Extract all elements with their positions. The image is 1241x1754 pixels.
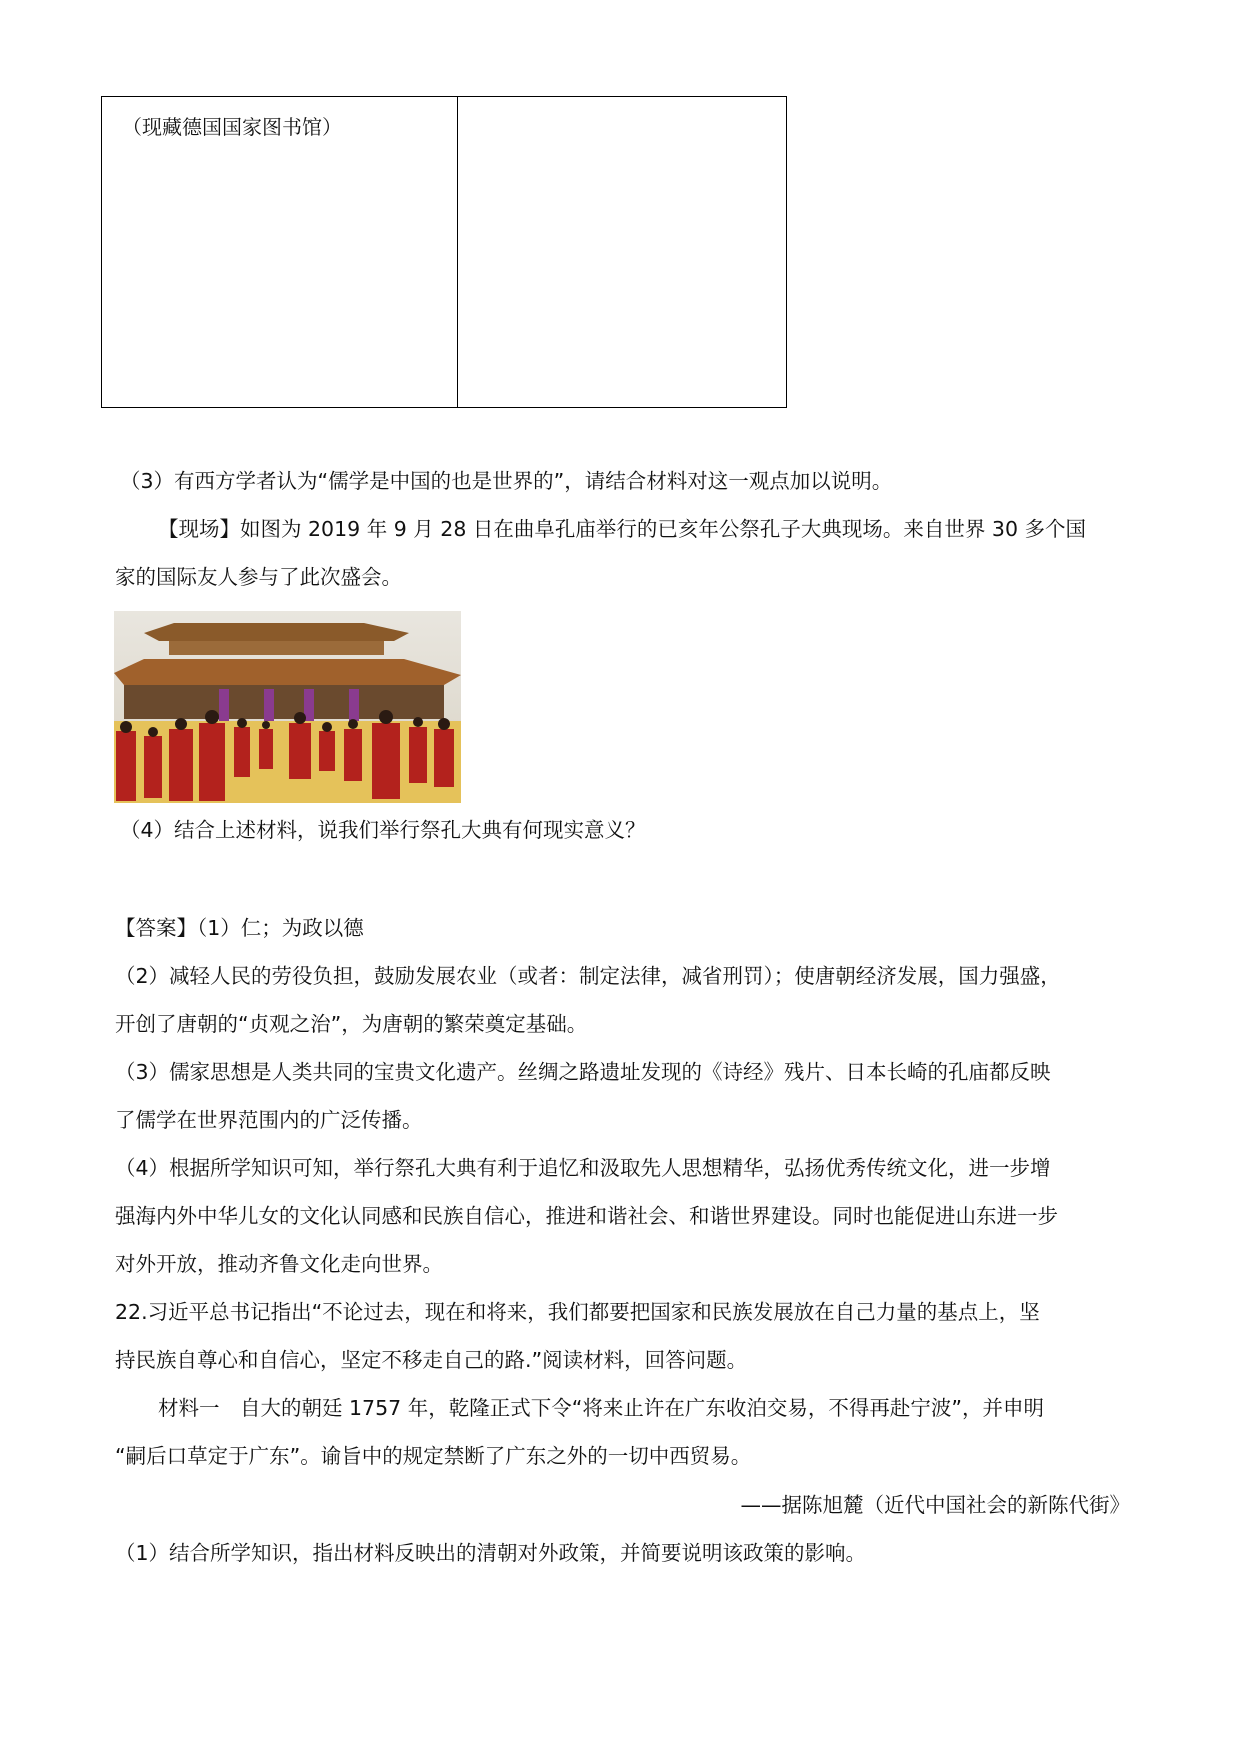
confucius-ceremony-photo	[114, 611, 461, 803]
table-cell-caption: （现藏德国国家图书馆）	[122, 115, 342, 139]
answer-1: 【答案】（1）仁；为政以德	[115, 916, 364, 940]
question-22-line-2: 持民族自尊心和自信心，坚定不移走自己的路.”阅读材料，回答问题。	[115, 1348, 748, 1372]
question-22-sub-1: （1）结合所学知识，指出材料反映出的清朝对外政策，并简要说明该政策的影响。	[115, 1541, 867, 1565]
material-1-line-2: “嗣后口草定于广东”。谕旨中的规定禁断了广东之外的一切中西贸易。	[115, 1444, 752, 1468]
table-cell-right	[457, 96, 787, 408]
table-cell-left	[101, 96, 458, 408]
answer-4-line-2: 强海内外中华儿女的文化认同感和民族自信心，推进和谐社会、和谐世界建设。同时也能促进山东进一步	[115, 1204, 1058, 1228]
material-1-line-1: 材料一 自大的朝廷 1757 年，乾隆正式下令“将来止许在广东收泊交易，不得再赴宁波”，并申明	[158, 1396, 1044, 1420]
answer-2-line-1: （2）减轻人民的劳役负担，鼓励发展农业（或者：制定法律，减省刑罚）；使唐朝经济发展，国力强盛，	[115, 964, 1061, 988]
scene-line-1: 【现场】如图为 2019 年 9 月 28 日在曲阜孔庙举行的已亥年公祭孔子大典现场。来自世界 30 多个国	[158, 517, 1087, 541]
scene-line-2: 家的国际友人参与了此次盛会。	[115, 565, 402, 589]
question-4: （4）结合上述材料，说我们举行祭孔大典有何现实意义？	[120, 818, 646, 842]
material-1-source: ——据陈旭麓（近代中国社会的新陈代街》	[740, 1493, 1130, 1517]
answer-3-line-1: （3）儒家思想是人类共同的宝贵文化遗产。丝绸之路遗址发现的《诗经》残片、日本长崎的孔庙都反映	[115, 1060, 1051, 1084]
answer-4-line-1: （4）根据所学知识可知，举行祭孔大典有利于追忆和汲取先人思想精华，弘扬优秀传统文化，进一步增	[115, 1156, 1051, 1180]
answer-3-line-2: 了儒学在世界范围内的广泛传播。	[115, 1108, 423, 1132]
answer-2-line-2: 开创了唐朝的“贞观之治”，为唐朝的繁荣奠定基础。	[115, 1012, 588, 1036]
question-3: （3）有西方学者认为“儒学是中国的也是世界的”，请结合材料对这一观点加以说明。	[120, 469, 893, 493]
answer-4-line-3: 对外开放，推动齐鲁文化走向世界。	[115, 1252, 443, 1276]
question-22-line-1: 22.习近平总书记指出“不论过去，现在和将来，我们都要把国家和民族发展放在自己力量的基点上，坚	[115, 1300, 1040, 1324]
